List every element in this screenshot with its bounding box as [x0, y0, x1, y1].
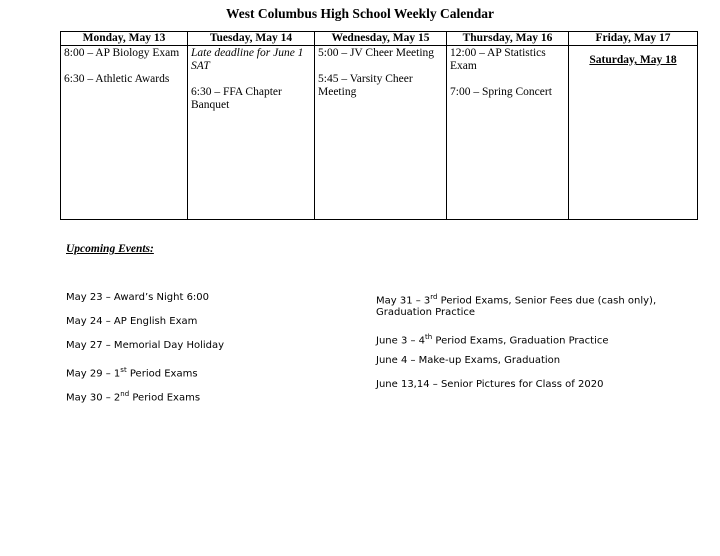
event-text: June 3 – 4 — [376, 335, 426, 347]
day-header-friday: Friday, May 17 — [569, 32, 698, 46]
ordinal-suffix: nd — [120, 390, 130, 398]
day-cell-friday — [569, 46, 698, 220]
calendar-entry: 7:00 – Spring Concert — [450, 86, 552, 98]
calendar-entry: 6:30 – Athletic Awards — [64, 73, 170, 85]
day-header-monday: Monday, May 13 — [61, 32, 188, 46]
day-cell-thursday — [447, 46, 569, 220]
event-item: May 24 – AP English Exam — [66, 316, 198, 327]
ordinal-suffix: th — [425, 333, 433, 341]
calendar-entry: 8:00 – AP Biology Exam — [64, 47, 180, 59]
day-header-tuesday: Tuesday, May 14 — [188, 32, 315, 46]
event-item — [66, 386, 200, 406]
event-text: May 30 – 2 — [66, 392, 121, 404]
event-item: June 13,14 – Senior Pictures for Class of 2020 — [376, 379, 604, 390]
day-cell-wednesday — [315, 46, 447, 220]
weekly-calendar-table — [60, 31, 698, 220]
calendar-entry: Late deadline for June 1 SAT — [191, 47, 304, 72]
ordinal-suffix: rd — [430, 293, 438, 301]
calendar-entry: 5:45 – Varsity Cheer Meeting — [318, 73, 413, 98]
day-header-wednesday: Wednesday, May 15 — [315, 32, 447, 46]
event-text: Period Exams — [126, 368, 198, 380]
event-text: May 31 – 3 — [376, 295, 431, 307]
calendar-body-row — [61, 46, 698, 220]
ordinal-suffix: st — [120, 366, 127, 374]
event-text: Period Exams — [129, 392, 201, 404]
day-cell-monday — [61, 46, 188, 220]
event-item: May 23 – Award’s Night 6:00 — [66, 292, 210, 303]
event-text: Period Exams, Senior Fees due (cash only), — [437, 295, 657, 307]
day-cell-tuesday — [188, 46, 315, 220]
event-item — [376, 329, 609, 349]
calendar-entry: 12:00 – AP Statistics Exam — [450, 47, 546, 72]
day-header-thursday: Thursday, May 16 — [447, 32, 569, 46]
event-item — [66, 362, 198, 382]
event-item-continued: Graduation Practice — [376, 307, 476, 318]
event-text: Period Exams, Graduation Practice — [432, 335, 609, 347]
calendar-header-row — [61, 32, 698, 46]
calendar-entry: 5:00 – JV Cheer Meeting — [318, 47, 435, 59]
event-item: June 4 – Make-up Exams, Graduation — [376, 355, 561, 366]
upcoming-events-heading: Upcoming Events: — [66, 243, 154, 255]
saturday-heading: Saturday, May 18 — [589, 54, 677, 66]
calendar-title: West Columbus High School Weekly Calendar — [226, 6, 494, 21]
event-item: May 27 – Memorial Day Holiday — [66, 340, 225, 351]
event-text: May 29 – 1 — [66, 368, 121, 380]
calendar-entry: 6:30 – FFA Chapter Banquet — [191, 86, 282, 111]
